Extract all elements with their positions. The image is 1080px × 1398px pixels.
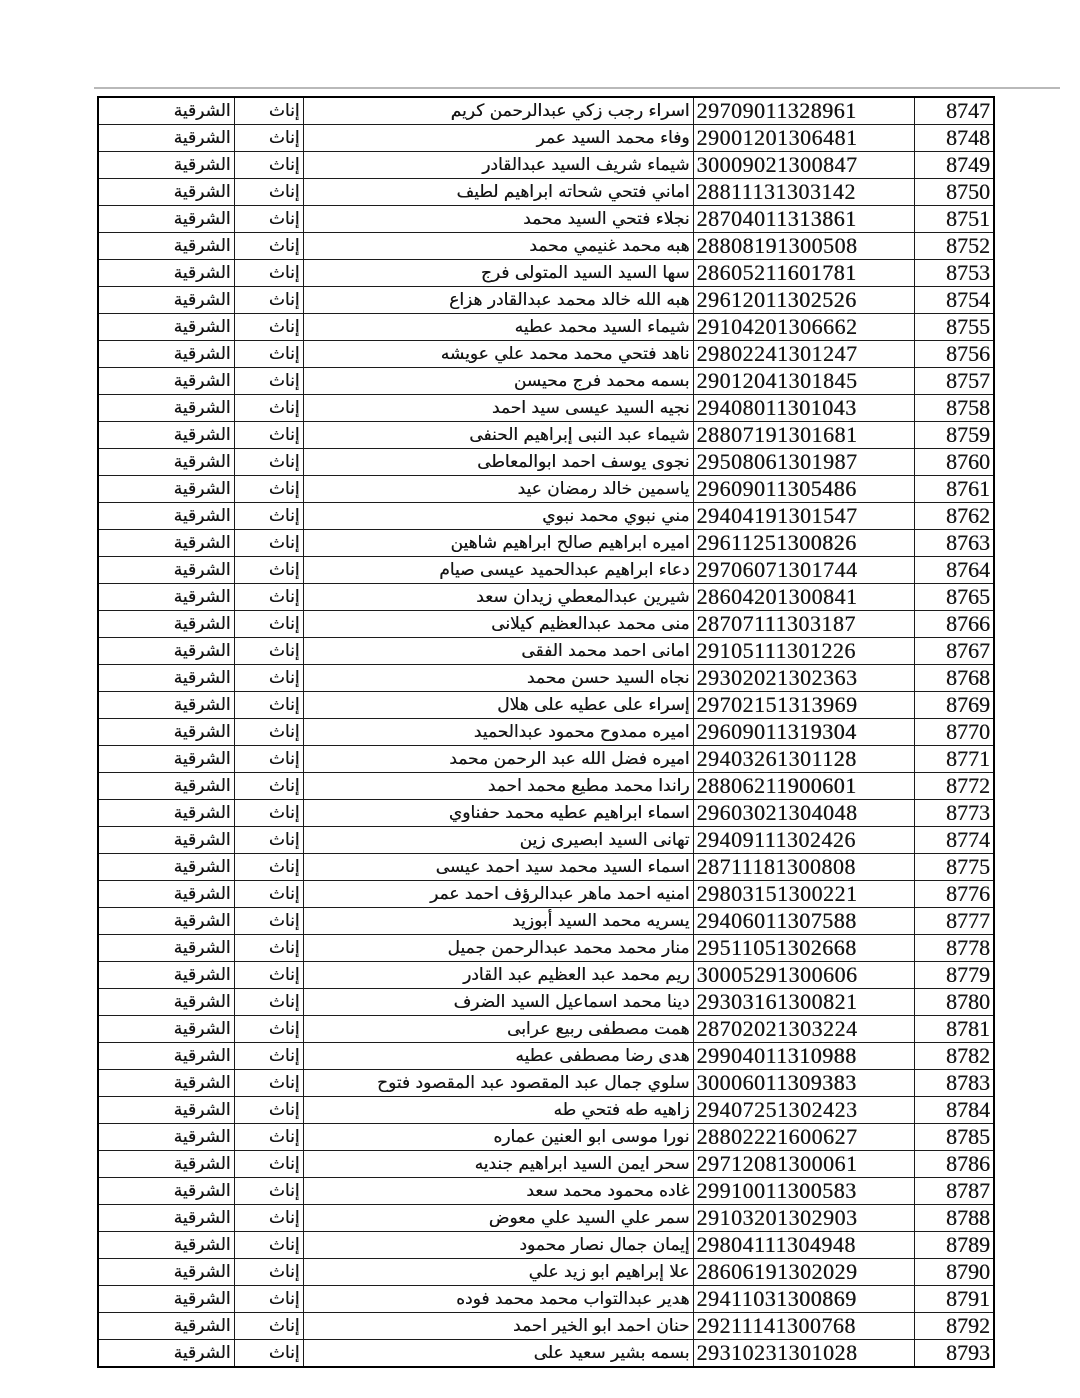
cell-serial: 8756: [914, 341, 994, 368]
cell-governorate: الشرقية: [98, 1016, 234, 1043]
table-row: [98, 1178, 994, 1205]
cell-national-id: 29612011302526: [693, 287, 914, 314]
table-row: [98, 233, 994, 260]
cell-serial: 8791: [914, 1286, 994, 1313]
cell-gender: إناث: [234, 854, 303, 881]
cell-national-id: 28806211900601: [693, 773, 914, 800]
cell-serial: 8772: [914, 773, 994, 800]
cell-name: اسماء ابراهيم عطيه محمد حفناوي: [303, 800, 693, 827]
cell-gender: إناث: [234, 287, 303, 314]
table-row: [98, 476, 994, 503]
cell-serial: 8786: [914, 1151, 994, 1178]
cell-gender: إناث: [234, 314, 303, 341]
cell-name: اميره ابراهيم صالح ابراهيم شاهين: [303, 530, 693, 557]
cell-serial: 8749: [914, 152, 994, 179]
cell-governorate: الشرقية: [98, 1259, 234, 1286]
cell-gender: إناث: [234, 530, 303, 557]
cell-national-id: 29012041301845: [693, 368, 914, 395]
cell-gender: إناث: [234, 341, 303, 368]
cell-national-id: 29406011307588: [693, 908, 914, 935]
cell-governorate: الشرقية: [98, 1097, 234, 1124]
cell-national-id: 29802241301247: [693, 341, 914, 368]
cell-serial: 8785: [914, 1124, 994, 1151]
cell-gender: إناث: [234, 665, 303, 692]
table-row: [98, 287, 994, 314]
table-row: [98, 503, 994, 530]
cell-gender: إناث: [234, 125, 303, 152]
cell-name: مني نبوي محمد نبوي: [303, 503, 693, 530]
cell-gender: إناث: [234, 1016, 303, 1043]
table-row: [98, 1016, 994, 1043]
table-row: [98, 341, 994, 368]
cell-serial: 8758: [914, 395, 994, 422]
cell-national-id: 29910011300583: [693, 1178, 914, 1205]
table-row: [98, 152, 994, 179]
table-row: [98, 1340, 994, 1368]
cell-gender: إناث: [234, 692, 303, 719]
cell-gender: إناث: [234, 1151, 303, 1178]
cell-national-id: 29105111301226: [693, 638, 914, 665]
table-row: [98, 260, 994, 287]
cell-national-id: 28707111303187: [693, 611, 914, 638]
cell-governorate: الشرقية: [98, 1124, 234, 1151]
cell-name: نجاه السيد حسن محمد: [303, 665, 693, 692]
cell-serial: 8778: [914, 935, 994, 962]
table-row: [98, 1043, 994, 1070]
cell-serial: 8754: [914, 287, 994, 314]
cell-national-id: 30005291300606: [693, 962, 914, 989]
cell-name: شيرين عبدالمعطي زيدان سعد: [303, 584, 693, 611]
table-row: [98, 611, 994, 638]
cell-gender: إناث: [234, 97, 303, 125]
cell-national-id: 29408011301043: [693, 395, 914, 422]
cell-serial: 8748: [914, 125, 994, 152]
cell-name: بسمه بشير سعيد على: [303, 1340, 693, 1368]
cell-national-id: 29702151313969: [693, 692, 914, 719]
cell-governorate: الشرقية: [98, 773, 234, 800]
cell-name: هبه محمد غنيمي محمد: [303, 233, 693, 260]
cell-name: نورا موسى ابو العنين عماره: [303, 1124, 693, 1151]
cell-national-id: 30009021300847: [693, 152, 914, 179]
cell-national-id: 29611251300826: [693, 530, 914, 557]
cell-name: يسريه محمد السيد أبوزيد: [303, 908, 693, 935]
cell-governorate: الشرقية: [98, 1286, 234, 1313]
table-row: [98, 854, 994, 881]
cell-gender: إناث: [234, 908, 303, 935]
cell-governorate: الشرقية: [98, 530, 234, 557]
cell-national-id: 29706071301744: [693, 557, 914, 584]
cell-serial: 8757: [914, 368, 994, 395]
cell-gender: إناث: [234, 638, 303, 665]
table-row: [98, 449, 994, 476]
cell-national-id: 28605211601781: [693, 260, 914, 287]
cell-national-id: 30006011309383: [693, 1070, 914, 1097]
cell-serial: 8747: [914, 97, 994, 125]
cell-gender: إناث: [234, 1313, 303, 1340]
cell-national-id: 28711181300808: [693, 854, 914, 881]
cell-governorate: الشرقية: [98, 503, 234, 530]
cell-governorate: الشرقية: [98, 1178, 234, 1205]
cell-name: سمر علي السيد علي معوض: [303, 1205, 693, 1232]
cell-governorate: الشرقية: [98, 827, 234, 854]
cell-national-id: 29508061301987: [693, 449, 914, 476]
cell-national-id: 29712081300061: [693, 1151, 914, 1178]
table-row: [98, 935, 994, 962]
table-row: [98, 1097, 994, 1124]
cell-governorate: الشرقية: [98, 287, 234, 314]
table-row: [98, 1070, 994, 1097]
cell-governorate: الشرقية: [98, 638, 234, 665]
cell-serial: 8771: [914, 746, 994, 773]
cell-serial: 8766: [914, 611, 994, 638]
cell-gender: إناث: [234, 1043, 303, 1070]
cell-governorate: الشرقية: [98, 97, 234, 125]
cell-gender: إناث: [234, 1205, 303, 1232]
cell-name: ريم محمد عبد العظيم عبد القادر: [303, 962, 693, 989]
cell-governorate: الشرقية: [98, 206, 234, 233]
records-table-container: [97, 96, 993, 1365]
cell-national-id: 28808191300508: [693, 233, 914, 260]
cell-governorate: الشرقية: [98, 989, 234, 1016]
table-row: [98, 989, 994, 1016]
cell-governorate: الشرقية: [98, 125, 234, 152]
cell-serial: 8782: [914, 1043, 994, 1070]
cell-gender: إناث: [234, 1232, 303, 1259]
cell-gender: إناث: [234, 881, 303, 908]
table-row: [98, 962, 994, 989]
table-row: [98, 1313, 994, 1340]
cell-national-id: 28606191302029: [693, 1259, 914, 1286]
cell-serial: 8762: [914, 503, 994, 530]
cell-governorate: الشرقية: [98, 1205, 234, 1232]
cell-name: هبه الله خالد محمد عبدالقادر هزاع: [303, 287, 693, 314]
cell-governorate: الشرقية: [98, 1340, 234, 1368]
cell-governorate: الشرقية: [98, 692, 234, 719]
cell-serial: 8769: [914, 692, 994, 719]
cell-governorate: الشرقية: [98, 800, 234, 827]
cell-national-id: 28702021303224: [693, 1016, 914, 1043]
cell-name: ياسمين خالد رمضان عيد: [303, 476, 693, 503]
cell-governorate: الشرقية: [98, 962, 234, 989]
cell-name: هدى رضا مصطفى عطيه: [303, 1043, 693, 1070]
cell-governorate: الشرقية: [98, 854, 234, 881]
cell-serial: 8777: [914, 908, 994, 935]
cell-gender: إناث: [234, 1340, 303, 1368]
cell-governorate: الشرقية: [98, 1043, 234, 1070]
cell-name: امنيه احمد ماهر عبدالرؤف احمد عمر: [303, 881, 693, 908]
cell-governorate: الشرقية: [98, 557, 234, 584]
cell-name: راندا محمد مطيع محمد احمد: [303, 773, 693, 800]
cell-national-id: 29603021304048: [693, 800, 914, 827]
cell-national-id: 29103201302903: [693, 1205, 914, 1232]
cell-name: زاهيه طه فتحي طه: [303, 1097, 693, 1124]
cell-name: وفاء محمد السيد عمر: [303, 125, 693, 152]
cell-gender: إناث: [234, 476, 303, 503]
table-row: [98, 557, 994, 584]
table-row: [98, 1286, 994, 1313]
cell-gender: إناث: [234, 368, 303, 395]
cell-gender: إناث: [234, 989, 303, 1016]
cell-name: إسراء على عطيه على هلال: [303, 692, 693, 719]
cell-gender: إناث: [234, 206, 303, 233]
cell-national-id: 28604201300841: [693, 584, 914, 611]
cell-governorate: الشرقية: [98, 233, 234, 260]
cell-name: سلوي جمال عبد المقصود عبد المقصود فتوح: [303, 1070, 693, 1097]
cell-gender: إناث: [234, 935, 303, 962]
cell-serial: 8752: [914, 233, 994, 260]
cell-name: منار محمد محمد عبدالرحمن جميل: [303, 935, 693, 962]
cell-gender: إناث: [234, 827, 303, 854]
cell-name: غاده محمود محمد سعد: [303, 1178, 693, 1205]
cell-serial: 8781: [914, 1016, 994, 1043]
cell-serial: 8768: [914, 665, 994, 692]
cell-national-id: 29403261301128: [693, 746, 914, 773]
cell-national-id: 28704011313861: [693, 206, 914, 233]
cell-governorate: الشرقية: [98, 422, 234, 449]
cell-gender: إناث: [234, 179, 303, 206]
cell-gender: إناث: [234, 719, 303, 746]
table-row: [98, 1232, 994, 1259]
cell-serial: 8775: [914, 854, 994, 881]
cell-serial: 8755: [914, 314, 994, 341]
table-row: [98, 1259, 994, 1286]
cell-national-id: 29904011310988: [693, 1043, 914, 1070]
cell-gender: إناث: [234, 584, 303, 611]
cell-name: شيماء شريف السيد عبدالقادر: [303, 152, 693, 179]
cell-governorate: الشرقية: [98, 719, 234, 746]
cell-governorate: الشرقية: [98, 611, 234, 638]
cell-governorate: الشرقية: [98, 1313, 234, 1340]
cell-serial: 8789: [914, 1232, 994, 1259]
cell-name: اسماء السيد محمد سيد احمد عيسى: [303, 854, 693, 881]
table-row: [98, 125, 994, 152]
cell-governorate: الشرقية: [98, 341, 234, 368]
cell-name: دعاء ابراهيم عبدالحميد عيسى صيام: [303, 557, 693, 584]
table-row: [98, 368, 994, 395]
cell-national-id: 29609011305486: [693, 476, 914, 503]
cell-serial: 8792: [914, 1313, 994, 1340]
table-row: [98, 908, 994, 935]
table-row: [98, 827, 994, 854]
cell-governorate: الشرقية: [98, 449, 234, 476]
cell-serial: 8783: [914, 1070, 994, 1097]
cell-name: علا إبراهيم ابو زيد علي: [303, 1259, 693, 1286]
table-row: [98, 881, 994, 908]
cell-serial: 8751: [914, 206, 994, 233]
cell-governorate: الشرقية: [98, 935, 234, 962]
cell-name: ناهد فتحي محمد محمد علي عويشه: [303, 341, 693, 368]
table-row: [98, 422, 994, 449]
cell-name: هدير عبدالتواب محمد محمد فوده: [303, 1286, 693, 1313]
cell-name: حنان احمد ابو الخير احمد: [303, 1313, 693, 1340]
cell-gender: إناث: [234, 746, 303, 773]
cell-name: دينا محمد اسماعيل السيد الضرف: [303, 989, 693, 1016]
cell-national-id: 28807191301681: [693, 422, 914, 449]
cell-gender: إناث: [234, 611, 303, 638]
cell-name: منى محمد عبدالعظيم كيلانى: [303, 611, 693, 638]
cell-serial: 8763: [914, 530, 994, 557]
table-row: [98, 314, 994, 341]
records-table: [97, 96, 995, 1368]
cell-governorate: الشرقية: [98, 395, 234, 422]
cell-serial: 8788: [914, 1205, 994, 1232]
cell-gender: إناث: [234, 503, 303, 530]
cell-gender: إناث: [234, 1286, 303, 1313]
cell-serial: 8773: [914, 800, 994, 827]
cell-name: بسمه محمد فرج محيسن: [303, 368, 693, 395]
table-row: [98, 719, 994, 746]
cell-national-id: 29411031300869: [693, 1286, 914, 1313]
cell-national-id: 29511051302668: [693, 935, 914, 962]
cell-governorate: الشرقية: [98, 179, 234, 206]
table-row: [98, 584, 994, 611]
cell-governorate: الشرقية: [98, 1151, 234, 1178]
cell-name: تهانى السيد ابصيرى زين: [303, 827, 693, 854]
cell-national-id: 29104201306662: [693, 314, 914, 341]
cell-gender: إناث: [234, 1070, 303, 1097]
cell-name: إيمان جمال نصار محمود: [303, 1232, 693, 1259]
cell-serial: 8753: [914, 260, 994, 287]
table-row: [98, 97, 994, 125]
cell-serial: 8780: [914, 989, 994, 1016]
table-row: [98, 773, 994, 800]
cell-serial: 8776: [914, 881, 994, 908]
cell-governorate: الشرقية: [98, 908, 234, 935]
cell-serial: 8765: [914, 584, 994, 611]
cell-governorate: الشرقية: [98, 152, 234, 179]
cell-name: اسراء رجب زكي عبدالرحمن كريم: [303, 97, 693, 125]
cell-serial: 8750: [914, 179, 994, 206]
cell-governorate: الشرقية: [98, 260, 234, 287]
cell-gender: إناث: [234, 395, 303, 422]
cell-serial: 8779: [914, 962, 994, 989]
scan-crop-line: [94, 87, 1060, 89]
cell-name: همت مصطفى ربيع عرابى: [303, 1016, 693, 1043]
cell-serial: 8761: [914, 476, 994, 503]
cell-gender: إناث: [234, 233, 303, 260]
table-row: [98, 746, 994, 773]
cell-national-id: 29310231301028: [693, 1340, 914, 1368]
cell-governorate: الشرقية: [98, 476, 234, 503]
table-row: [98, 179, 994, 206]
cell-name: سها السيد السيد المتولى فرج: [303, 260, 693, 287]
cell-national-id: 29302021302363: [693, 665, 914, 692]
cell-name: نجيه السيد عيسى سيد احمد: [303, 395, 693, 422]
cell-national-id: 29709011328961: [693, 97, 914, 125]
cell-national-id: 29609011319304: [693, 719, 914, 746]
cell-national-id: 29409111302426: [693, 827, 914, 854]
cell-serial: 8770: [914, 719, 994, 746]
table-row: [98, 1205, 994, 1232]
cell-national-id: 29804111304948: [693, 1232, 914, 1259]
cell-serial: 8774: [914, 827, 994, 854]
cell-national-id: 29303161300821: [693, 989, 914, 1016]
table-row: [98, 1151, 994, 1178]
table-row: [98, 530, 994, 557]
cell-national-id: 28802221600627: [693, 1124, 914, 1151]
cell-serial: 8787: [914, 1178, 994, 1205]
table-row: [98, 665, 994, 692]
cell-serial: 8760: [914, 449, 994, 476]
cell-national-id: 28811131303142: [693, 179, 914, 206]
cell-governorate: الشرقية: [98, 1232, 234, 1259]
cell-name: اميره فضل الله عبد الرحمن محمد: [303, 746, 693, 773]
table-row: [98, 638, 994, 665]
cell-name: اماني فتحي شحاته ابراهيم لطيف: [303, 179, 693, 206]
cell-gender: إناث: [234, 260, 303, 287]
cell-name: شيماء عبد النبى إبراهيم الحنفى: [303, 422, 693, 449]
cell-governorate: الشرقية: [98, 665, 234, 692]
cell-gender: إناث: [234, 449, 303, 476]
cell-national-id: 29001201306481: [693, 125, 914, 152]
cell-gender: إناث: [234, 962, 303, 989]
cell-governorate: الشرقية: [98, 584, 234, 611]
cell-name: سحر ايمن السيد ابراهيم جنديه: [303, 1151, 693, 1178]
cell-serial: 8790: [914, 1259, 994, 1286]
records-table-body: [98, 97, 994, 1367]
cell-serial: 8759: [914, 422, 994, 449]
table-row: [98, 1124, 994, 1151]
cell-national-id: 29211141300768: [693, 1313, 914, 1340]
cell-gender: إناث: [234, 422, 303, 449]
cell-national-id: 29404191301547: [693, 503, 914, 530]
cell-governorate: الشرقية: [98, 746, 234, 773]
cell-gender: إناث: [234, 1178, 303, 1205]
cell-serial: 8764: [914, 557, 994, 584]
cell-national-id: 29407251302423: [693, 1097, 914, 1124]
cell-gender: إناث: [234, 800, 303, 827]
cell-gender: إناث: [234, 1259, 303, 1286]
table-row: [98, 206, 994, 233]
cell-gender: إناث: [234, 773, 303, 800]
cell-serial: 8793: [914, 1340, 994, 1368]
cell-serial: 8767: [914, 638, 994, 665]
cell-gender: إناث: [234, 152, 303, 179]
cell-gender: إناث: [234, 1124, 303, 1151]
cell-governorate: الشرقية: [98, 314, 234, 341]
cell-name: امانى احمد محمد الفقى: [303, 638, 693, 665]
cell-governorate: الشرقية: [98, 881, 234, 908]
cell-national-id: 29803151300221: [693, 881, 914, 908]
cell-name: نجلاء فتحي السيد محمد: [303, 206, 693, 233]
table-row: [98, 692, 994, 719]
cell-name: شيماء السيد محمد عطيه: [303, 314, 693, 341]
table-row: [98, 395, 994, 422]
cell-governorate: الشرقية: [98, 368, 234, 395]
cell-name: اميره ممدوح محمود عبدالحميد: [303, 719, 693, 746]
table-row: [98, 800, 994, 827]
cell-name: نجوى يوسف احمد ابوالمعاطى: [303, 449, 693, 476]
cell-gender: إناث: [234, 1097, 303, 1124]
cell-governorate: الشرقية: [98, 1070, 234, 1097]
cell-gender: إناث: [234, 557, 303, 584]
cell-serial: 8784: [914, 1097, 994, 1124]
